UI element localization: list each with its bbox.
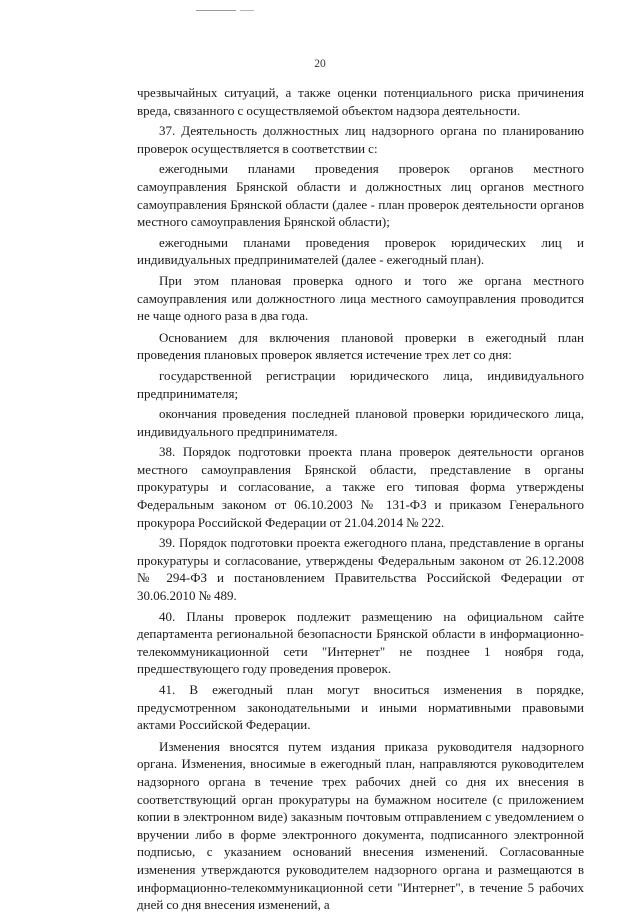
paragraph-list-item: ежегодными планами проведения проверок органов местного самоуправления Брянской области и должностных лиц органов местного самоуправления Брянской области (далее - план проверок деятельности органов местного самоуправления Брянской области); xyxy=(137,161,584,230)
page-number: 20 xyxy=(314,58,326,70)
paragraph-continuation: чрезвычайных ситуаций, а также оценки потенциального риска причинения вреда, связанного с осуществляемой объектом надзора деятельности. xyxy=(137,85,584,118)
paragraph-item-37: 37. Деятельность должностных лиц надзорного органа по планированию проверок осуществляется в соответствии с: xyxy=(137,123,584,156)
paragraph: Основанием для включения плановой проверки в ежегодный план проведения плановых проверок является истечение трех лет со дня: xyxy=(137,329,584,363)
scan-artifact-line xyxy=(196,10,236,11)
scan-artifact-line xyxy=(240,10,254,11)
paragraph-item-41: 41. В ежегодный план могут вноситься изменения в порядке, предусмотренном законодательными и иными нормативными правовыми актами Российской Федерации. xyxy=(137,682,584,733)
paragraph: При этом плановая проверка одного и того же органа местного самоуправления или должностного лица местного самоуправления проводится не чаще одного раза в два года. xyxy=(137,272,584,324)
paragraph: Изменения вносятся путем издания приказа руководителя надзорного органа. Изменения, вносимые в ежегодный план, направляются руководителем надзорного органа в течение трех рабочих дней со дня их внесения в соответствующий орган прокуратуры на бумажном носителе (с приложением копии в электронном виде) заказным почтовым отправлением с уведомлением о вручении либо в форме электронного документа, подписанного электронной подписью, с указанием оснований внесения изменений. Согласованные изменения утверждаются руководителем надзорного органа и размещаются в информационно-телекоммуникационной сети "Интернет", в течение 5 рабочих дней со дня внесения изменений, а xyxy=(137,738,584,913)
paragraph-item-39: 39. Порядок подготовки проекта ежегодного плана, представление в органы прокуратуры и согласование, утверждены Федеральным законом от 26.12.2008 № 294-ФЗ и постановлением Правительства Российской Федерации от 30.06.2010 № 489. xyxy=(137,535,584,604)
document-body xyxy=(137,84,584,917)
paragraph-list-item: государственной регистрации юридического лица, индивидуального предпринимателя; xyxy=(137,367,584,401)
paragraph-item-38: 38. Порядок подготовки проекта плана проверок деятельности органов местного самоуправления Брянской области, представление в органы прокуратуры и согласование, а также его типовая форма утверждены Федеральным законом от 06.10.2003 № 131-ФЗ и приказом Генерального прокурора Российской Федерации от 21.04.2014 № 222. xyxy=(137,444,584,530)
paragraph-list-item: окончания проведения последней плановой проверки юридического лица, индивидуального предпринимателя. xyxy=(137,406,584,439)
paragraph-list-item: ежегодными планами проведения проверок юридических лиц и индивидуальных предпринимателей (далее - ежегодный план). xyxy=(137,234,584,268)
paragraph-item-40: 40. Планы проверок подлежит размещению на официальном сайте департамента региональной безопасности Брянской области в информационно-телекоммуникационной сети "Интернет" не позднее 1 ноября года, предшествующего году проведения проверок. xyxy=(137,608,584,677)
